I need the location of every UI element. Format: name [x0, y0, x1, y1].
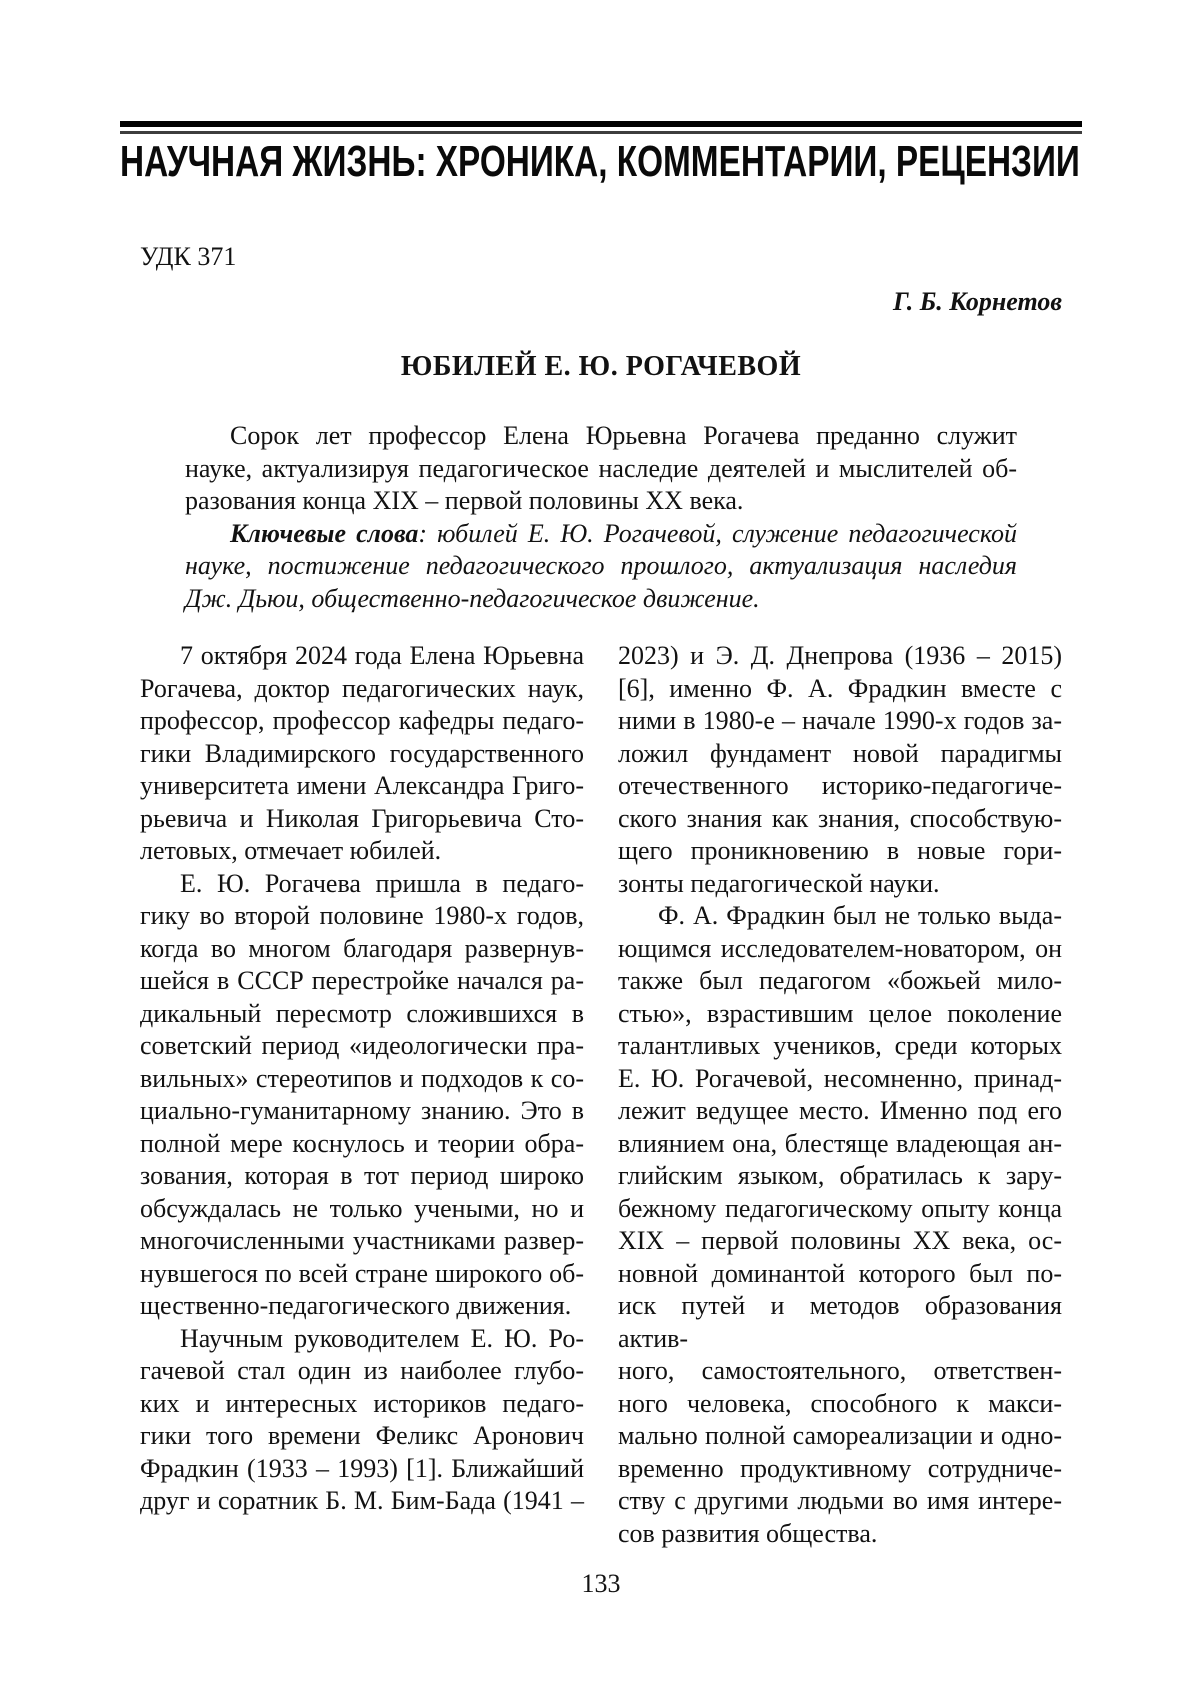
text-line: ского знания как знания, способствую-	[618, 803, 1062, 833]
text-line: дикальный пересмотр сложившихся в	[140, 998, 584, 1028]
text-line: щественно-педагогического движения.	[140, 1291, 572, 1321]
text-line: университета имени Александра Григо-	[140, 771, 584, 801]
text-column-right	[618, 640, 1062, 1550]
keywords	[185, 518, 1017, 616]
text-line: бежному педагогическому опыту конца	[618, 1193, 1062, 1223]
text-line: когда во многом благодаря развернув-	[140, 933, 584, 963]
text-line: ких и интересных историков педаго-	[140, 1388, 584, 1418]
text-line: ного человека, способного к макси-	[618, 1388, 1062, 1418]
text-line: профессор, профессор кафедры педаго-	[140, 706, 584, 736]
text-line: зонты педагогической науки.	[618, 868, 940, 898]
text-line: Фрадкин (1933 – 1993) [1]. Ближайший	[140, 1453, 584, 1483]
keywords-rest-lines	[185, 550, 1017, 615]
abstract	[185, 420, 1017, 518]
text-line: зования, которая в тот период широко	[140, 1161, 584, 1191]
text-line: Сорок лет профессор Елена Юрьевна Рогачева преданно служит	[230, 421, 1017, 451]
text-line: глийским языком, обратилась к зару-	[618, 1161, 1062, 1191]
text-line: вильных» стереотипов и подходов к со-	[140, 1063, 584, 1093]
text-line: Научным руководителем Е. Ю. Ро-	[180, 1323, 584, 1353]
text-line: ющимся исследователем-новатором, он	[618, 933, 1062, 963]
author-name: Г. Б. Корнетов	[892, 287, 1062, 317]
text-line: талантливых учеников, среди которых	[618, 1031, 1062, 1061]
header-rule-thick	[120, 121, 1082, 127]
text-line: лежит ведущее место. Именно под его	[618, 1096, 1062, 1126]
page-header	[120, 121, 1082, 185]
text-line: мально полной самореализации и одно-	[618, 1421, 1062, 1451]
text-line: новной доминантой которого был по-	[618, 1258, 1062, 1288]
text-line: гачевой стал один из наиболее глубо-	[140, 1356, 584, 1386]
text-line: многочисленными участниками развер-	[140, 1226, 584, 1256]
text-line: Дж. Дьюи, общественно-педагогическое движение.	[185, 583, 760, 613]
text-line: стью», взрастившим целое поколение	[618, 998, 1062, 1028]
text-line: влиянием она, блестяще владеющая ан-	[618, 1128, 1062, 1158]
text-line: гику во второй половине 1980-х годов,	[140, 901, 584, 931]
article-body	[140, 640, 1062, 1550]
text-line: разования конца XIX – первой половины XX века.	[185, 486, 744, 516]
text-line: сов развития общества.	[618, 1518, 878, 1548]
text-line: полной мере коснулось и теории обра-	[140, 1128, 584, 1158]
text-line: иск путей и методов образования актив-	[618, 1291, 1062, 1353]
paragraph	[140, 1323, 584, 1518]
udc-code: УДК 371	[140, 242, 237, 272]
page-number: 133	[581, 1569, 621, 1599]
paragraph	[618, 640, 1062, 900]
text-line: также был педагогом «божьей мило-	[618, 966, 1062, 996]
keywords-first-line	[185, 518, 1017, 551]
text-column-left	[140, 640, 584, 1550]
paragraph	[618, 900, 1062, 1550]
text-line: науке, постижение педагогического прошлого, актуализация наследия	[185, 551, 1017, 581]
text-line: нувшегося по всей стране широкого об-	[140, 1258, 584, 1288]
header-rule-thin	[120, 131, 1082, 134]
text-line: обсуждалась не только учеными, но и	[140, 1193, 584, 1223]
article-title: ЮБИЛЕЙ Е. Ю. РОГАЧЕВОЙ	[400, 351, 802, 383]
text-line: временно продуктивному сотрудниче-	[618, 1453, 1062, 1483]
text-line: ложил фундамент новой парадигмы	[618, 738, 1062, 768]
paragraph	[185, 420, 1017, 518]
text-line: 2023) и Э. Д. Днепрова (1936 – 2015)	[618, 641, 1062, 671]
text-line: ству с другими людьми во имя интере-	[618, 1486, 1062, 1516]
text-line: друг и соратник Б. М. Бим-Бада (1941 –	[140, 1486, 584, 1516]
text-line: XIX – первой половины XX века, ос-	[618, 1226, 1062, 1256]
text-line: [6], именно Ф. А. Фрадкин вместе с	[618, 673, 1062, 703]
text-line: Ф. А. Фрадкин был не только выда-	[658, 901, 1062, 931]
text-line: щего проникновению в новые гори-	[618, 836, 1062, 866]
text-line: циально-гуманитарному знанию. Это в	[140, 1096, 584, 1126]
text-line: летовых, отмечает юбилей.	[140, 836, 442, 866]
text-line: ними в 1980-е – начале 1990-х годов за-	[618, 706, 1062, 736]
paragraph	[140, 640, 584, 868]
text-line: шейся в СССР перестройке начался ра-	[140, 966, 584, 996]
text-line: гики того времени Феликс Аронович	[140, 1421, 584, 1451]
section-header: НАУЧНАЯ ЖИЗНЬ: ХРОНИКА, КОММЕНТАРИИ, РЕЦЕНЗИИ	[120, 137, 1080, 186]
text-line: 7 октября 2024 года Елена Юрьевна	[180, 641, 584, 671]
text-line: гики Владимирского государственного	[140, 738, 584, 768]
text-line: отечественного историко-педагогиче-	[618, 771, 1062, 801]
keywords-first-line-rest: : юбилей Е. Ю. Рогачевой, служение педагогической	[418, 518, 1017, 548]
text-line: советский период «идеологически пра-	[140, 1031, 584, 1061]
keywords-label: Ключевые слова	[230, 518, 419, 548]
text-line: ного, самостоятельного, ответствен-	[618, 1356, 1062, 1386]
text-line: науке, актуализируя педагогическое наследие деятелей и мыслителей об-	[185, 453, 1017, 483]
text-line: Е. Ю. Рогачева пришла в педаго-	[180, 868, 584, 898]
text-line: Рогачева, доктор педагогических наук,	[140, 673, 584, 703]
text-line: рьевича и Николая Григорьевича Сто-	[140, 803, 584, 833]
paragraph	[140, 868, 584, 1323]
text-line: Е. Ю. Рогачевой, несомненно, принад-	[618, 1063, 1062, 1093]
